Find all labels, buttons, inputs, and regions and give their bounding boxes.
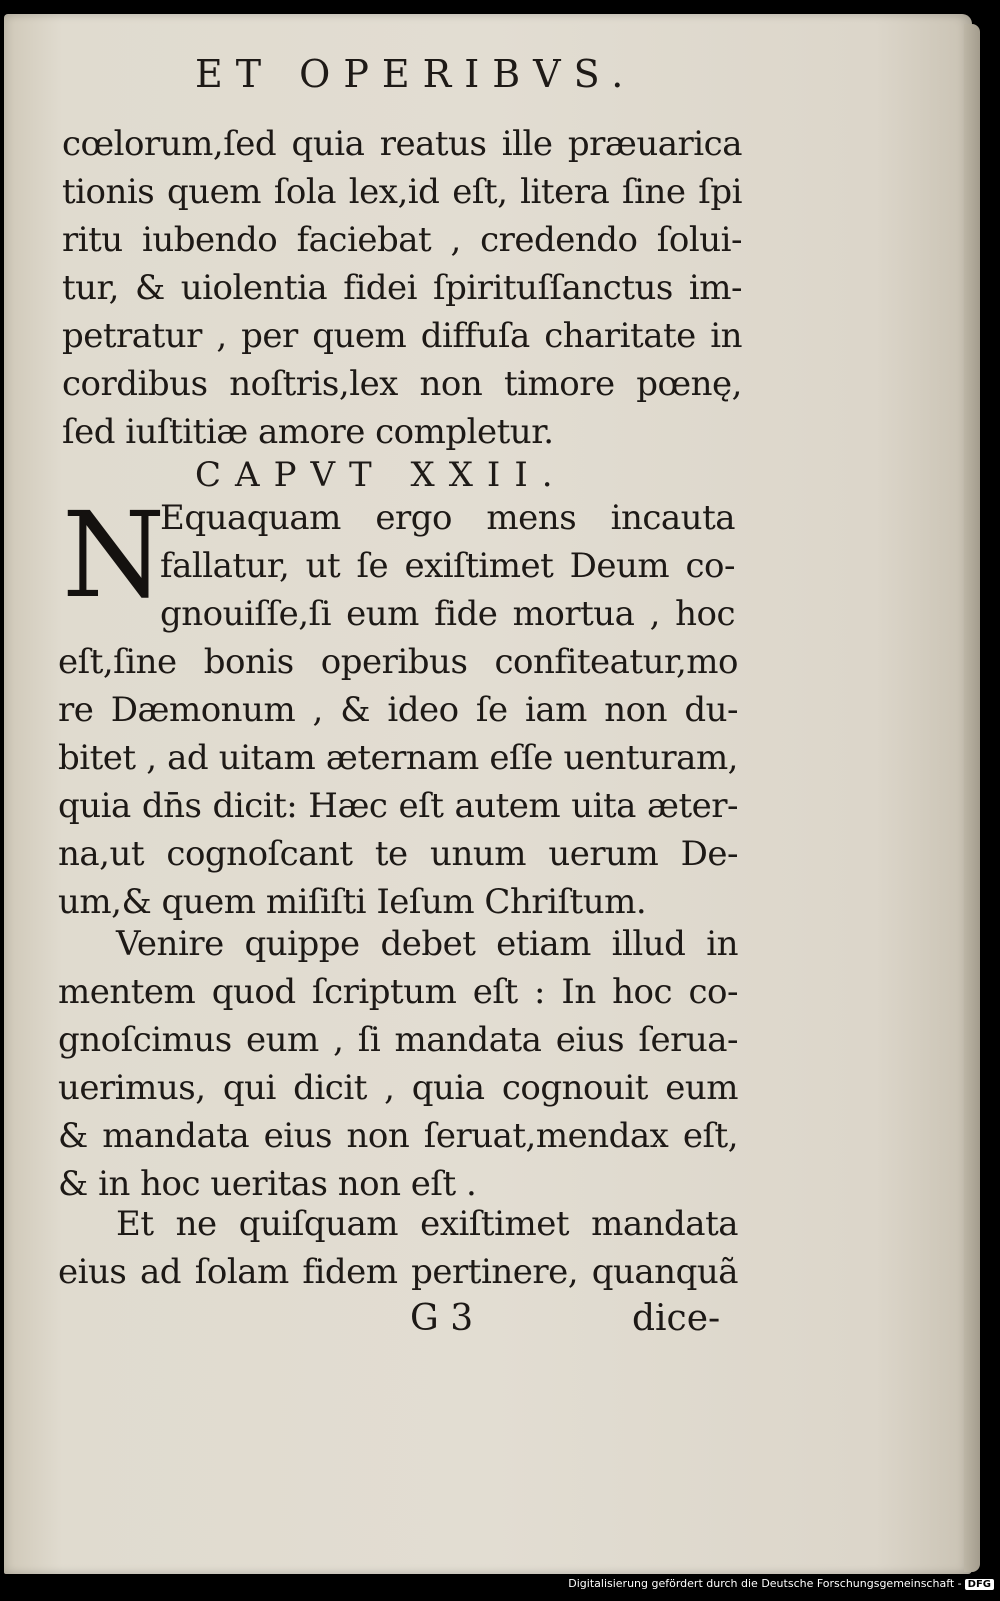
text-line: uerimus, qui dicit , quia cognouit eum [58,1068,738,1108]
text-line: Equaquam ergo mens incauta [160,498,735,538]
footer-text: Digitalisierung gefördert durch die Deutsche Forschungsgemeinschaft - [568,1577,962,1590]
text-line: re Dæmonum , & ideo ſe iam non du- [58,690,738,730]
chapter-text-indented [160,494,735,638]
text-line: gnoſcimus eum , ſi mandata eius ſerua- [58,1020,738,1060]
text-line: eſt,ſine bonis operibus confiteatur,mo [58,642,738,682]
catchword: dice- [632,1298,721,1339]
text-line: cœlorum,ſed quia reatus ille præuarica [62,124,742,164]
chapter-heading: CAPVT XXII. [195,455,567,495]
text-line: um,& quem miſiſti Ieſum Chriſtum. [58,882,647,922]
text-line: na,ut cognoſcant te unum uerum De- [58,834,738,874]
running-head: ET OPERIBVS. [195,52,637,96]
text-line: tur, & uiolentia fidei ſpirituſſanctus im- [62,268,742,308]
text-line: cordibus noſtris,lex non timore pœnę, [62,364,742,404]
text-line: bitet , ad uitam æternam eſſe uenturam, [58,738,738,778]
dfg-logo: DFG [965,1579,994,1590]
text-line: eius ad ſolam fidem pertinere, quanquã [58,1252,738,1292]
footer-credit [562,1575,1000,1601]
page-edge [964,24,980,1572]
text-block-1 [62,120,742,456]
paragraph-2 [58,920,738,1208]
text-line: mentem quod ſcriptum eſt : In hoc co- [58,972,738,1012]
text-line: Venire quippe debet etiam illud in [116,924,738,964]
text-line: & mandata eius non ſeruat,mendax eſt, [58,1116,738,1156]
text-line: ſed iuſtitiæ amore completur. [62,412,554,452]
text-line: tionis quem ſola lex,id eſt, litera ſine ſpi [62,172,742,212]
text-line: gnouiſſe,ſi eum fide mortua , hoc [160,594,735,634]
paragraph-3 [58,1200,738,1296]
chapter-text-full [58,638,738,926]
text-line: Et ne quiſquam exiſtimet mandata [116,1204,738,1244]
text-line: petratur , per quem diffuſa charitate in [62,316,742,356]
text-line: & in hoc ueritas non eſt . [58,1164,477,1204]
drop-cap-initial: N [62,486,166,624]
text-line: ritu iubendo faciebat , credendo ſolui- [62,220,742,260]
text-line: quia dn̄s dicit: Hæc eſt autem uita æter- [58,786,738,826]
signature-mark: G 3 [410,1298,474,1339]
text-line: fallatur, ut ſe exiſtimet Deum co- [160,546,735,586]
